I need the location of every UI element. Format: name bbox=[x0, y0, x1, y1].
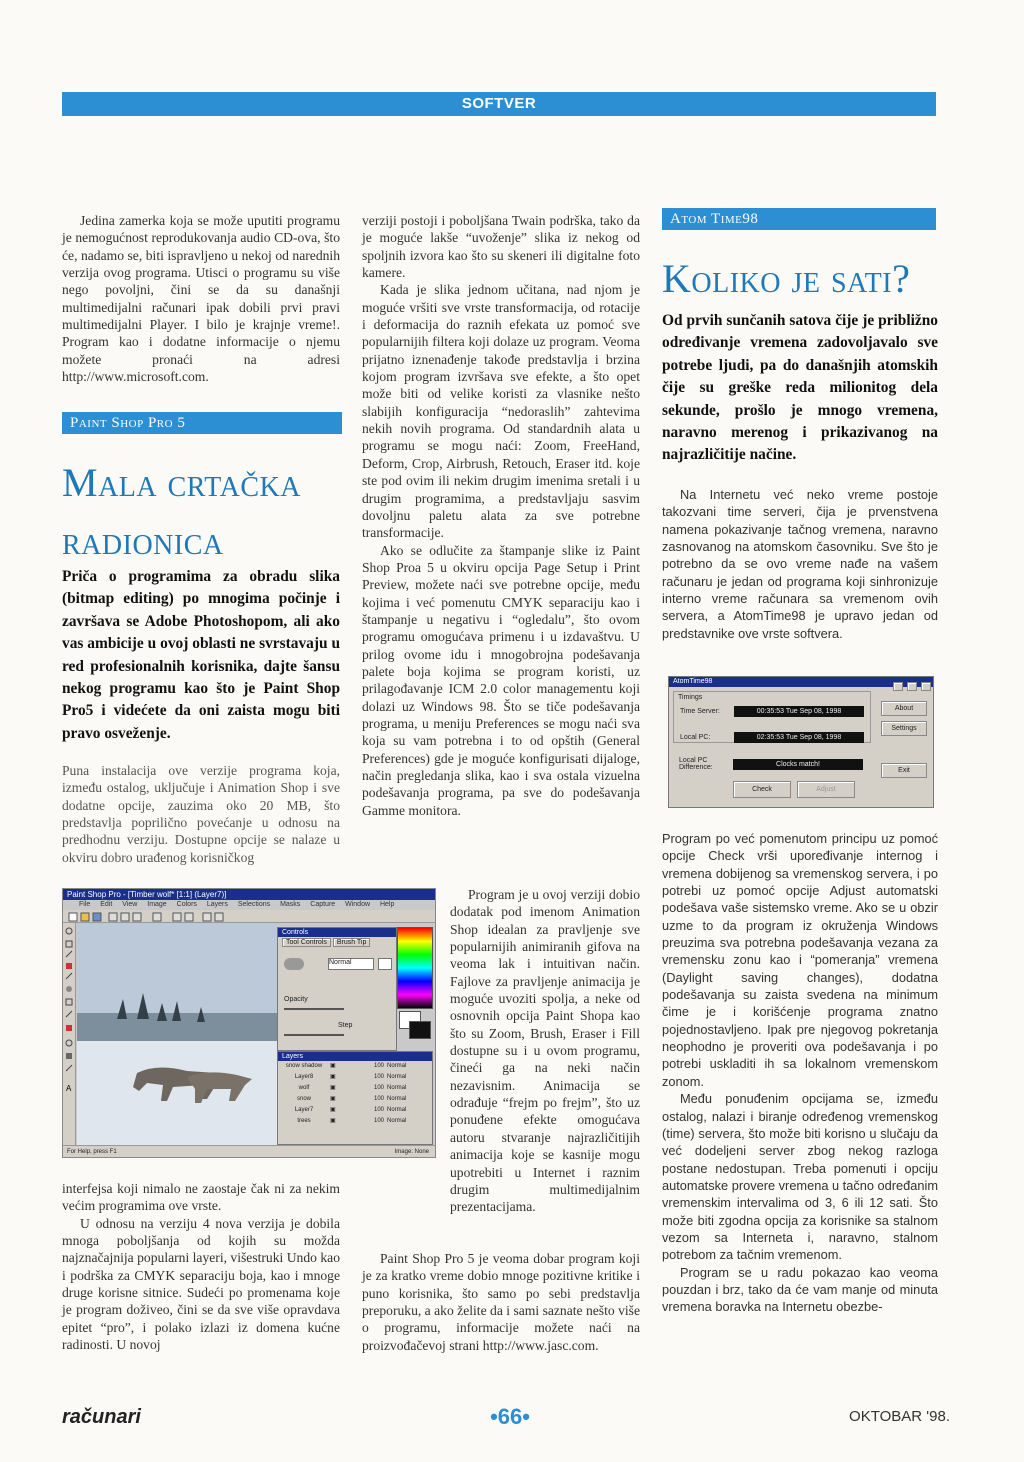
menu-masks[interactable]: Masks bbox=[280, 901, 301, 908]
column-1-intro bbox=[62, 212, 340, 385]
menu-window[interactable]: Window bbox=[345, 901, 371, 908]
layer-row[interactable] bbox=[278, 1072, 432, 1083]
layer-name: trees bbox=[297, 1118, 311, 1124]
close-icon[interactable] bbox=[921, 682, 931, 691]
layer-row[interactable] bbox=[278, 1094, 432, 1105]
menu-colors[interactable]: Colors bbox=[176, 901, 197, 908]
step-slider[interactable] bbox=[284, 1034, 344, 1036]
layer-visibility-icon[interactable]: ▣ bbox=[330, 1063, 336, 1069]
menu-help[interactable]: Help bbox=[379, 901, 395, 908]
psp-col1-continued bbox=[62, 1180, 340, 1353]
controls-title: Controls bbox=[278, 928, 396, 937]
layer-opacity: 100 bbox=[373, 1096, 384, 1102]
layer-opacity: 100 bbox=[373, 1118, 384, 1124]
tab-tool-controls[interactable]: Tool Controls bbox=[282, 938, 331, 947]
atom-paragraph-2: Program po već pomenutom principu uz pomoć opcije Check vrši upoređivanje internog i vremena dobijenog sa vremenskog servera, i po potrebi uz pomoć opcije Adjust automatski podešava vaše sistemsko vreme. Ako se u obzir uzme to da program iz okruženja Windows preuzima sva potrebna podešavanja vezana za vremensku zonu kao i “pomeranja” vremena (Daylight saving changes), dodatna podešavanja su zaista svedena na minimum čime je i korišćenje programa znatno pojednostavljeno. Ipak pre njegovog pokretanja neophodno je proveriti ova podešavanja i po potrebi uskladiti ih sa lokalnom vremenskom zonom. bbox=[662, 831, 938, 1089]
layer-opacity: 100 bbox=[373, 1085, 384, 1091]
local-pc-label: Local PC: bbox=[680, 734, 711, 741]
layer-visibility-icon[interactable]: ▣ bbox=[330, 1074, 336, 1080]
psp-col1-body bbox=[62, 762, 340, 866]
local-pc-display: 02:35:53 Tue Sep 08, 1998 bbox=[734, 732, 864, 743]
psp-column-2-end bbox=[362, 1250, 640, 1354]
layer-row[interactable] bbox=[278, 1061, 432, 1072]
psp-col1-cont-paragraph-2: U odnosu na verziju 4 nova verzija je dobila mnoga poboljšanja od kojih su možda najznačajnija popularni layeri, višestruki Undo kao i podrška za CMYK separaciju boja, kao i mnoge druge korisne sitnice. Sudeći po promenama koje je program doživeo, čini se da sve više opravdava epitet “pro”, i polako izlazi iz domena kućne radinosti. U novoj bbox=[62, 1215, 340, 1353]
menu-image[interactable]: Image bbox=[147, 901, 167, 908]
difference-label: Local PC Difference: bbox=[679, 757, 713, 771]
check-button[interactable]: Check bbox=[733, 781, 791, 798]
atom-lede: Od prvih sunčanih satova čije je približno određivanje vremena zadovoljavalo sve potrebe ljudi, pa do današnjih atomskih čije su greške reda milionitog dela sekunde, prošlo je mnogo vremena, naravno merenog i prikazivanog na najrazličitije načine. bbox=[662, 312, 938, 464]
psp-col1-cont-paragraph-1: interfejsa koji nimalo ne zaostaje čak ni za nekim većim programima ove vrste. bbox=[62, 1181, 340, 1214]
atom-title: Koliko je sati? bbox=[662, 256, 911, 301]
layer-name: wolf bbox=[298, 1085, 310, 1091]
footer-issue: OKTOBAR '98. bbox=[849, 1408, 950, 1425]
status-help-text: For Help, press F1 bbox=[67, 1149, 117, 1155]
brush-type-dropdown-icon[interactable] bbox=[378, 958, 392, 970]
atom-paragraph-4: Program se u radu pokazao kao veoma pouzdan i brz, tako da će vam manje od minuta vremena boravka na Internetu obezbe- bbox=[662, 1264, 938, 1315]
page-number: •66• bbox=[490, 1404, 530, 1429]
psp-window-title: Paint Shop Pro - [Timber wolf* [1:1] (Layer7)] bbox=[63, 889, 435, 900]
atom-paragraph-3: Među ponuđenim opcijama se, između ostalog, nalazi i biranje određenog vremenskog (time) servera, što može biti korisno u slučaju da već dodeljeni server zbog nekog razloga postane nedostupan. Treba pomenuti i opciju automatske provere vremena u tačno određanim vremenskim intervalima od 3, 6 ili 12 sati. Što može biti zgodna opcija za korisnike sa stalnom vezom sa Internetа i, naravno, stalnom potrebom za tačnim vremenom. bbox=[662, 1091, 938, 1263]
layer-visibility-icon[interactable]: ▣ bbox=[330, 1085, 336, 1091]
layer-blend-mode[interactable]: Normal bbox=[387, 1074, 407, 1080]
psp-col1-paragraph: Puna instalacija ove verzije programa koja, između ostalog, uključuje i Animation Shop i sve dodatne opcije, zauzima oko 20 MB, što predstavlja poprilično povećanje u odnosu na predhodnu verziju. Dostupne opcije se nalaze u okviru dobro urađenog korisničkog bbox=[62, 763, 340, 865]
layer-blend-mode[interactable]: Normal bbox=[387, 1085, 407, 1091]
psp-kicker: Paint Shop Pro 5 bbox=[62, 412, 342, 434]
layer-row[interactable] bbox=[278, 1083, 432, 1094]
layer-opacity: 100 bbox=[373, 1074, 384, 1080]
layer-visibility-icon[interactable]: ▣ bbox=[330, 1107, 336, 1113]
brush-type-select[interactable] bbox=[328, 958, 374, 970]
layer-name: snow shadow bbox=[285, 1063, 323, 1069]
atomtime-window bbox=[668, 676, 934, 808]
minimize-icon[interactable] bbox=[893, 682, 903, 691]
menu-edit[interactable]: Edit bbox=[100, 901, 113, 908]
psp-menubar bbox=[63, 900, 435, 910]
psp-tool-palette[interactable] bbox=[63, 923, 76, 1145]
atom-paragraph-1: Na Internetu već neko vreme postoje takozvani time serveri, čija je prvenstvena namena pokazivanje tačnog vremena, naravno zasnovanog na atomskom časovniku. Sve što je potrebno da se ovo vreme nađe na vašem računaru je jedan od programa koji sinhronizuje interno vreme računara sa vremenom ovih servera, a AtomTime98 je upravo jedan od predstavnike ove vrste softvera. bbox=[662, 487, 938, 641]
toolbar-icons[interactable] bbox=[63, 911, 263, 923]
menu-view[interactable]: View bbox=[122, 901, 138, 908]
atom-kicker: Atom Time98 bbox=[662, 208, 936, 230]
about-button[interactable]: About bbox=[881, 701, 927, 716]
layer-blend-mode[interactable]: Normal bbox=[387, 1107, 407, 1113]
wolf-image-canvas[interactable] bbox=[77, 923, 277, 1145]
step-label: Step bbox=[338, 1022, 353, 1029]
timings-label: Timings bbox=[678, 694, 703, 701]
layers-title: Layers bbox=[278, 1052, 432, 1061]
status-image-text: Image: None bbox=[394, 1149, 429, 1155]
menu-file[interactable]: File bbox=[79, 901, 91, 908]
psp-title-line2: radionica bbox=[62, 518, 224, 563]
layer-name: snow bbox=[296, 1096, 311, 1102]
controls-panel bbox=[277, 927, 397, 1051]
psp-status-bar bbox=[63, 1145, 435, 1158]
psp-title-line1: Mala crtačka bbox=[62, 460, 301, 505]
psp-col2-paragraph-2: Kada je slika jednom učitana, nad njom je moguće vršiti sve vrste transformacija, od rotacije i deformacija do raznih efekata uz pomoć sve popularnijih filtera koji dolaze uz program. Veoma prijatno iznenađenje takođe predstavlja i brzina kojom program izvršava sve efekte, a što opet može biti od velike koristi za vlasnike nešto slabijih konfiguracija “nedoraslih” zahtevima nekih novih programa. Od standardnih alata u programu se mogu naći: Zoom, FreeHand, Deform, Crop, Airbrush, Retouch, Eraser itd. koje ste pod ovim ili nekim drugim imenima sretali i u drugim programima, a predstavljaju sasvim dovoljnu paletu alata za sve potrebne transformacije. bbox=[362, 282, 640, 541]
controls-tabs bbox=[278, 937, 396, 948]
maximize-icon[interactable] bbox=[907, 682, 917, 691]
layer-row[interactable] bbox=[278, 1105, 432, 1116]
window-controls bbox=[893, 678, 931, 696]
color-palette[interactable] bbox=[397, 927, 433, 1009]
layer-blend-mode[interactable]: Normal bbox=[387, 1063, 407, 1069]
exit-button[interactable]: Exit bbox=[881, 763, 927, 778]
layer-blend-mode[interactable]: Normal bbox=[387, 1118, 407, 1124]
section-header: SOFTVER bbox=[62, 92, 936, 116]
layer-visibility-icon[interactable]: ▣ bbox=[330, 1118, 336, 1124]
menu-selections[interactable]: Selections bbox=[237, 901, 271, 908]
psp-col2-paragraph-5: Paint Shop Pro 5 je veoma dobar program koji je za kratko vreme dobio mnoge pozitivne kritike i puno korisnika, što samo po sebi predstavlja preporuku, a ako želite da i sami saznate nešto više o programu, informacije možete naći na proizvođačevoj strani http://www.jasc.com. bbox=[362, 1251, 640, 1353]
layer-visibility-icon[interactable]: ▣ bbox=[330, 1096, 336, 1102]
adjust-button[interactable]: Adjust bbox=[797, 781, 855, 798]
opacity-slider[interactable] bbox=[284, 1008, 344, 1010]
atom-body-2 bbox=[662, 830, 938, 1316]
time-server-label: Time Server: bbox=[680, 708, 720, 715]
layer-opacity: 100 bbox=[373, 1107, 384, 1113]
brush-type-value: Normal bbox=[329, 959, 352, 966]
psp-column-2-narrow bbox=[450, 886, 640, 1216]
layer-blend-mode[interactable]: Normal bbox=[387, 1096, 407, 1102]
psp-col2-paragraph-1: verziji postoji i poboljšana Twain podrška, tako da je moguće lakše “uvoženje” slika iz nekog od spoljnih izvora kao što su skeneri ili digitalne foto kamere. bbox=[362, 213, 640, 281]
atomtime-title: AtomTime98 bbox=[669, 677, 933, 687]
timings-group bbox=[673, 691, 871, 743]
atom-body-1 bbox=[662, 486, 938, 642]
settings-button[interactable]: Settings bbox=[881, 721, 927, 736]
psp-screenshot bbox=[62, 888, 436, 1158]
layer-opacity: 100 bbox=[373, 1063, 384, 1069]
difference-display: Clocks match! bbox=[733, 759, 863, 770]
layer-name: Layer7 bbox=[294, 1107, 314, 1113]
layer-row[interactable] bbox=[278, 1116, 432, 1127]
background-color-swatch[interactable] bbox=[409, 1021, 431, 1039]
tab-brush-tip[interactable]: Brush Tip bbox=[333, 938, 371, 947]
layers-panel bbox=[277, 1051, 433, 1145]
psp-title bbox=[62, 454, 342, 570]
time-server-display: 00:35:53 Tue Sep 08, 1998 bbox=[734, 706, 864, 717]
wolf-photo bbox=[77, 923, 277, 1145]
psp-lede: Priča o programima za obradu slika (bitmap editing) po mnogima počinje i završava se Adobe Photoshopom, ali ako vas ambicije u ovoj oblasti ne svrstavaju u red profesionalnih korisnika, dajte šansu nekog programu kao što je Paint Shop Pro5 i videćete da oni zaista mogu biti pravo osveženje. bbox=[62, 568, 340, 742]
psp-col2-paragraph-4: Program je u ovoj verziji dobio dodatak pod imenom Animation Shop idealan za pravljenje sve popularnijih animiranih gifova na veoma lak i intuitivan način. Fajlove za pravljenje animacija je moguće uvoziti spolja, a neke od osnovnih opcija Paint Shopa kao što su Zoom, Brush, Eraser i Fill dostupne su i u ovom programu, čineći ga na neki način nezavisnim. Animacija se odrađuje “frejm po frejm”, što uz ponuđene efekte omogućava autoru stvaranje najrazličitijih animacija koje se kasnije mogu upotrebiti u Internet i raznim drugim multimedijalnim prezentacijama. bbox=[450, 887, 640, 1215]
opacity-label: Opacity bbox=[284, 996, 308, 1003]
intro-paragraph: Jedina zamerka koja se može uputiti programu je nemogućnost reprodukovanja audio CD-ova, što će, nadamo se, biti ispravljeno u nekoj od narednih verzija ovog programa. Utisci o programu su više nego povoljni, čini se da su današnji multimedijalni računari ipak dobili prvi pravi multimedijalni Player. I bilo je krajnje vreme!. Program kao i dodatne informacije o njemu možete pronaći na adresi http://www.microsoft.com. bbox=[62, 213, 340, 385]
footer-magazine: računari bbox=[62, 1406, 141, 1428]
menu-capture[interactable]: Capture bbox=[310, 901, 336, 908]
layer-list bbox=[278, 1061, 432, 1127]
psp-col2-paragraph-3: Ako se odlučite za štampanje slike iz Paint Shop Proa 5 u okviru opcija Page Setup i Print Preview, možete naći sve potrebne opcije, među kojima i već pomenutu CMYK separaciju kao i štampanje u negativu i “ogledalu”, što ovom programu omogućava primenu i u izdavaštvu. U prilog ovome idu i mnogobrojna podešavanja palete boja kojima se program koristi, uz prilagođavanje ICM 2.0 color managementu koji dolazi uz Windows 98. Što se tiče podešavanja programa, u meniju Preferences se mogu naći sva koja su vam potrebna i to od opštih (General Preferences) gde je moguće konfigurisati dijaloge, način pregledanja slika, kao i sva ostala vizuelna podešavanja programa, pa sve do podešavanja Gamme monitora. bbox=[362, 542, 640, 818]
menu-layers[interactable]: Layers bbox=[206, 901, 228, 908]
brush-preview-icon bbox=[284, 958, 304, 970]
layer-name: Layer8 bbox=[294, 1074, 314, 1080]
psp-column-2 bbox=[362, 212, 640, 819]
svg-text:A: A bbox=[66, 1084, 72, 1093]
psp-toolbar bbox=[63, 910, 435, 923]
